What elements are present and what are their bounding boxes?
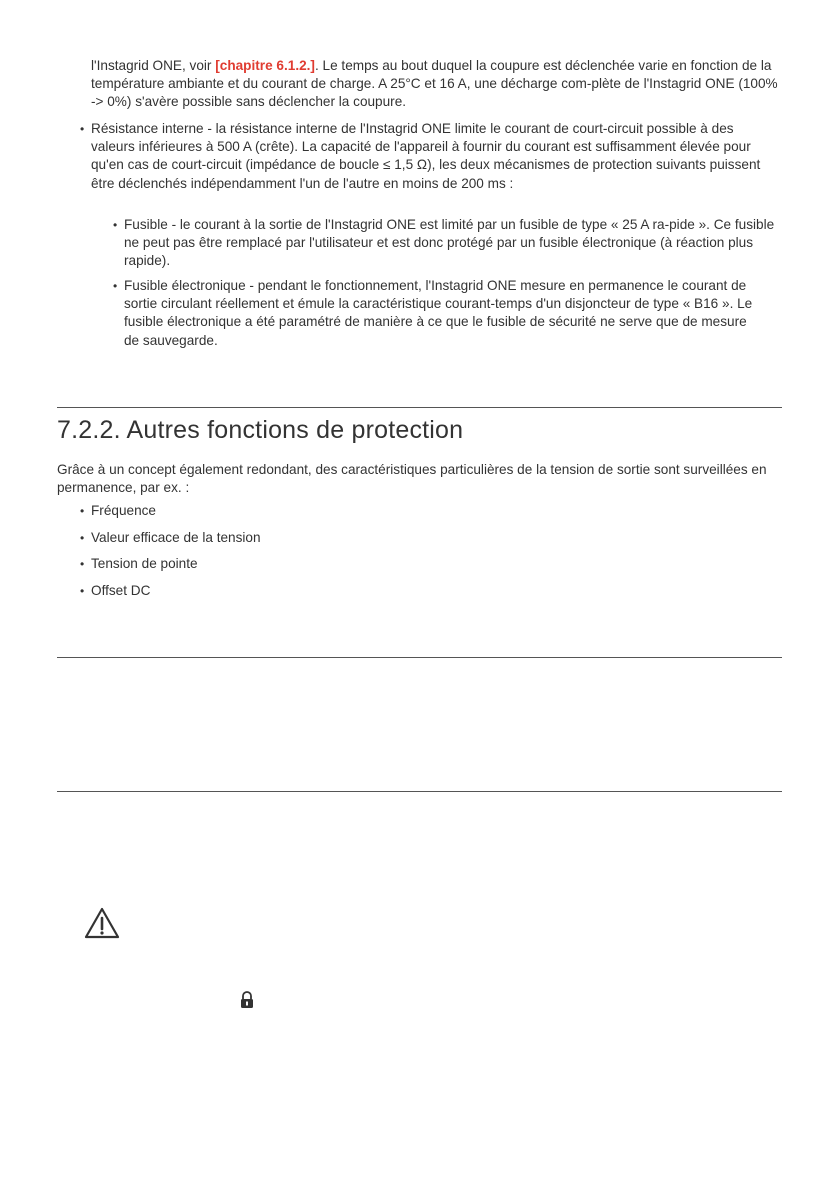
intro-text-before: l'Instagrid ONE, voir [91, 58, 216, 73]
bullet-dot: • [80, 584, 85, 598]
resistance-text: Résistance interne - la résistance interne de l'Instagrid ONE limite le courant de court-circuit possible à des valeurs inférieures à 500 A (crête). La capacité de l'appareil à fournir du courant est suffisamment élevée pour qu'en cas de court-circuit (impédance de boucle ≤ 1,5 Ω), les deux mécanismes de protection suivants puissent être déclenchés indépendamment l'un de l'autre en moins de 200 ms : [91, 121, 761, 191]
divider-lower-1 [57, 657, 782, 658]
resistance-bullet [80, 120, 781, 193]
chapter-link[interactable]: [chapitre 6.1.2.] [215, 58, 315, 73]
bullet-dot: • [80, 122, 85, 136]
bullet-dot: • [80, 504, 85, 518]
intro-paragraph [91, 57, 781, 112]
list-item [80, 555, 491, 573]
electronic-fuse-text: Fusible électronique - pendant le fonctionnement, l'Instagrid ONE mesure en permanence le courant de sortie circulant réellement et émule la caractéristique courant-temps d'un disjoncteur de type « B16 ». Le fusible électronique a été paramétré de manière à ce que le fusible de sécurité ne serve que de mesure de sauvegarde. [124, 278, 753, 348]
intro-text-after: . Le temps au bout duquel la coupure est déclenchée varie en fonction de la température ambiante et du courant de charge. A 25°C et 16 A, une décharge com-plète de l'Instagrid ONE (100% -> 0%) s'avère possible sans déclencher la coupure. [91, 58, 778, 110]
section-title: 7.2.2. Autres fonctions de protection [57, 416, 464, 444]
list-item [80, 582, 491, 600]
fuse-text: Fusible - le courant à la sortie de l'Instagrid ONE est limité par un fusible de type « 25 A ra-pide ». Ce fusible ne peut pas être remplacé par l'utilisateur et est donc protégé par un fusible électronique (à réaction plus rapide). [124, 217, 775, 269]
section-intro: Grâce à un concept également redondant, des caractéristiques particulières de la tension de sortie sont surveillées en permanence, par ex. : [57, 462, 767, 496]
divider-lower-2 [57, 791, 782, 792]
bullet-dot: • [113, 218, 118, 232]
list-item-text: Tension de pointe [91, 556, 198, 571]
lock-icon [239, 991, 255, 1009]
fuse-bullet [113, 216, 784, 271]
bullet-dot: • [80, 531, 85, 545]
list-item [80, 502, 491, 520]
list-item-text: Valeur efficace de la tension [91, 530, 261, 545]
section-divider [57, 407, 782, 408]
warning-triangle-icon [84, 907, 120, 939]
list-item [80, 529, 491, 547]
electronic-fuse-bullet [113, 277, 764, 350]
list-item-text: Fréquence [91, 503, 156, 518]
list-item-text: Offset DC [91, 583, 151, 598]
bullet-dot: • [113, 279, 118, 293]
bullet-dot: • [80, 557, 85, 571]
